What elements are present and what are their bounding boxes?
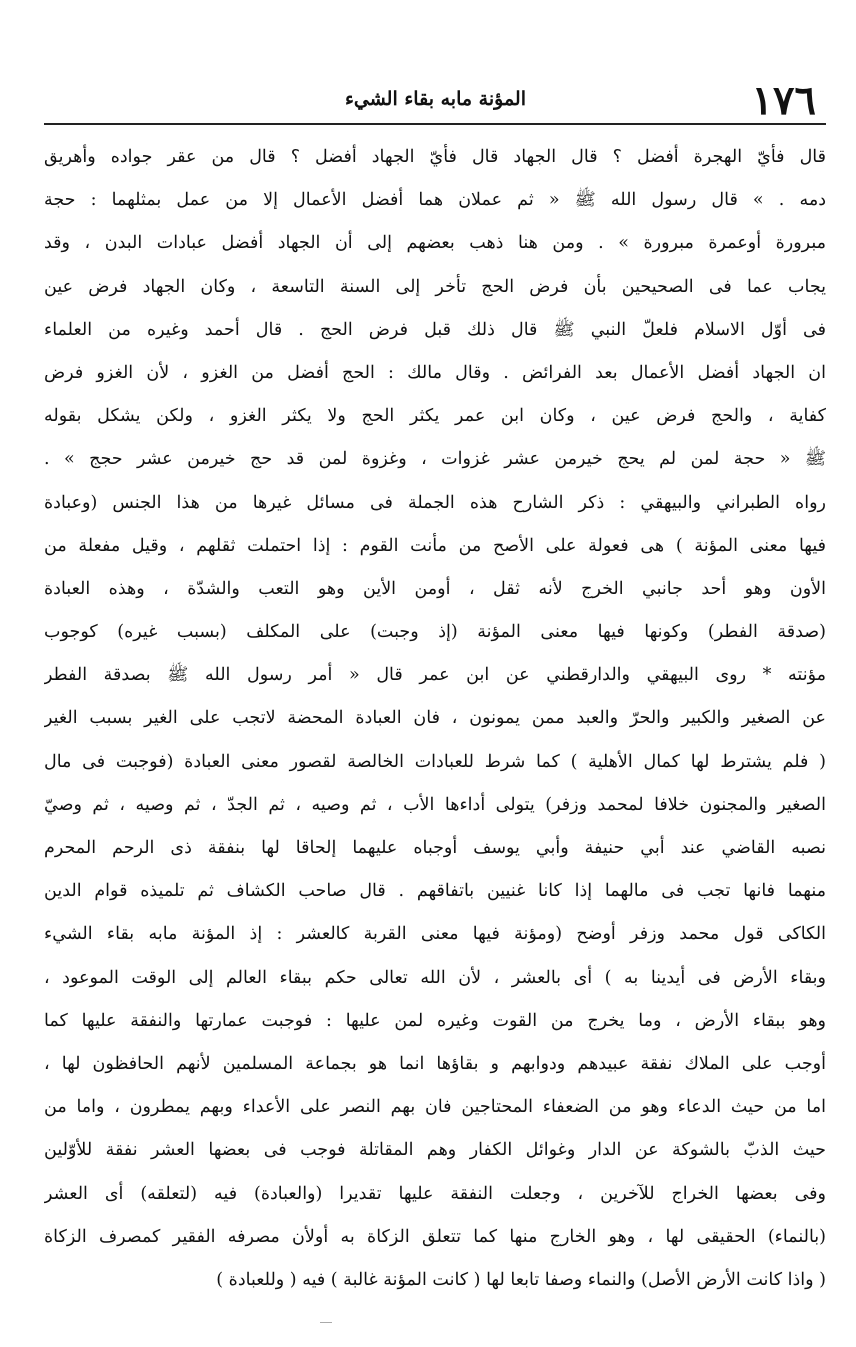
text-line: حيث الذبّ بالشوكة عن الدار وغوائل الكفار وهم المقاتلة فوجب فى بعضها العشر نفقة للأوّلين <box>44 1140 826 1161</box>
text-line: رواه الطبراني والبيهقي : ذكر الشارح هذه الجملة فى مسائل غيرها من هذا الجنس (وعبادة <box>44 492 826 513</box>
page-number: ١٧٦ <box>751 77 816 124</box>
text-line: أوجب على الملاك نفقة عبيدهم ودوابهم و بقاؤها انما هو بجماعة المسلمين لأنهم الحافظون لها ، <box>44 1053 826 1074</box>
text-line: وهو ببقاء الأرض ، وما يخرج من القوت وغيره لمن عليها : فوجبت عمارتها والنفقة عليها كما <box>44 1010 826 1031</box>
text-line: الكاكى قول محمد وزفر أوضح (ومؤنة فيها معنى القربة كالعشر : إذ المؤنة مابه بقاء الشيء <box>44 924 826 945</box>
text-line: فيها معنى المؤنة ) هى فعولة على الأصح من مأنت القوم : إذا احتملت ثقلهم ، وقيل مفعلة من <box>44 535 826 556</box>
text-line: فى أوّل الاسلام فلعلّ النبي ﷺ قال ذلك قبل فرض الحج . قال أحمد وغيره من العلماء <box>44 319 826 340</box>
text-line: ﷺ « حجة لمن لم يحج خيرمن عشر غزوات ، وغزوة لمن قد حج خيرمن عشر حجج » . <box>44 449 826 470</box>
text-line: وبقاء الأرض فى أيدينا به ) أى بالعشر ، لأن الله تعالى حكم ببقاء العالم إلى الوقت الموعود ، <box>44 967 826 988</box>
text-line: عن الصغير والكبير والحرّ والعبد ممن يمونون ، فان العبادة المحضة لاتجب على الغير بسبب الغير <box>44 708 826 729</box>
text-line: دمه . » قال رسول الله ﷺ « ثم عملان هما أفضل الأعمال إلا من عمل بمثلهما : حجة <box>44 190 826 211</box>
text-line: مؤنته * روى البيهقي والدارقطني عن ابن عمر قال « أمر رسول الله ﷺ بصدقة الفطر <box>44 665 826 686</box>
footer-mark <box>320 1322 332 1323</box>
text-line: ( واذا كانت الأرض الأصل) والنماء وصفا تابعا لها ( كانت المؤنة غالبة ) فيه ( وللعبادة ) <box>216 1269 826 1290</box>
text-line: نصبه القاضي عند أبي حنيفة وأبي يوسف أوجباه عليهما إلحاقا لها بنفقة ذى الرحم المحرم <box>44 838 826 858</box>
text-line: يجاب عما فى الصحيحين بأن فرض الحج تأخر إلى السنة التاسعة ، وكان الجهاد فرض عين <box>44 276 826 297</box>
text-line: ان الجهاد أفضل الأعمال بعد الفرائض . وقال مالك : الحج أفضل من الغزو ، لأن الغزو فرض <box>44 362 826 383</box>
text-line: وفى بعضها الخراج للآخرين ، وجعلت النفقة عليها تقديرا (والعبادة) فيه (لتعلقه) أى العشر <box>44 1183 826 1204</box>
text-line: الأون وهو أحد جانبي الخرج لأنه ثقل ، أومن الأين وهو التعب والشدّة ، وهذه العبادة <box>44 578 826 599</box>
text-line: اما من حيث الدعاء وهو من الضعفاء المحتاجين فان بهم النصر على الأعداء وبهم يمطرون ، واما من <box>44 1097 826 1118</box>
text-line: قال فأيّ الهجرة أفضل ؟ قال الجهاد قال فأيّ الجهاد أفضل ؟ قال من عقر جواده وأهريق <box>44 147 826 167</box>
body-text <box>44 136 826 1302</box>
header-rule <box>44 123 826 125</box>
page-header <box>44 77 826 124</box>
text-line: (بالنماء) الحقيقى لها ، وهو الخارج منها كما تتعلق الزكاة به أولأن مصرفه الفقير كمصرف الزكاة <box>44 1226 826 1247</box>
text-line: (صدقة الفطر) وكونها فيها معنى المؤنة (إذ وجبت) على المكلف (بسبب غيره) كوجوب <box>44 622 826 643</box>
text-line: مبرورة أوعمرة مبرورة » . ومن هنا ذهب بعضهم إلى أن الجهاد أفضل عبادات البدن ، وقد <box>44 233 826 254</box>
running-title: المؤنة مابه بقاء الشيء <box>344 88 526 110</box>
text-line: كفاية ، والحج فرض عين ، وكان ابن عمر يكثر الحج ولا يكثر الغزو ، ولكن يشكل بقوله <box>44 406 826 427</box>
text-line: الصغير والمجنون خلافا لمحمد وزفر) يتولى أداءها الأب ، ثم وصيه ، ثم الجدّ ، ثم وصيه ، ثم وصيّ <box>44 794 826 815</box>
text-line: منهما فانها تجب فى مالهما إذا كانا غنيين باتفاقهم . قال صاحب الكشاف ثم تلميذه قوام الدين <box>44 881 826 902</box>
text-line: ( فلم يشترط لها كمال الأهلية ) كما شرط للعبادات الخالصة لقصور معنى العبادة (فوجبت فى مال <box>44 751 826 772</box>
